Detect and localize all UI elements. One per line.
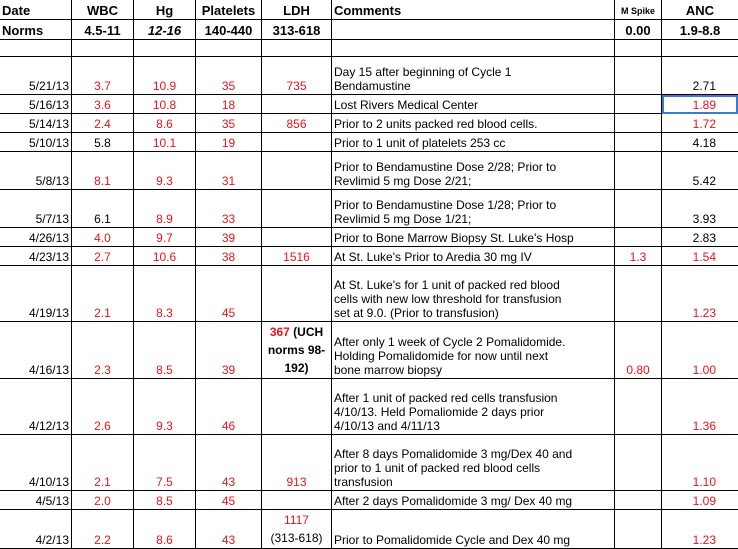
- table-row: [0, 322, 738, 379]
- blank-cell[interactable]: [615, 40, 662, 57]
- mspike-cell[interactable]: [615, 435, 662, 491]
- platelets-cell[interactable]: 35: [196, 114, 262, 133]
- table-row: [0, 114, 738, 133]
- anc-cell[interactable]: 1.10: [662, 435, 738, 491]
- anc-cell[interactable]: 1.23: [662, 510, 738, 549]
- ldh-cell[interactable]: 913: [262, 435, 332, 491]
- ldh-cell[interactable]: [262, 133, 332, 152]
- norms-comments[interactable]: [332, 20, 615, 40]
- date-cell[interactable]: 4/10/13: [0, 435, 72, 491]
- mspike-cell[interactable]: [615, 152, 662, 190]
- comment-line: After only 1 week of Cycle 2 Pomalidomide.: [334, 335, 566, 349]
- comments-cell[interactable]: [332, 152, 615, 190]
- header-row: [0, 0, 738, 20]
- mspike-cell[interactable]: [615, 114, 662, 133]
- platelets-cell[interactable]: 18: [196, 95, 262, 114]
- comment-line: Prior to Bendamustine Dose 1/28; Prior to: [334, 198, 557, 212]
- anc-cell[interactable]: 1.36: [662, 379, 738, 435]
- comments-cell[interactable]: [332, 491, 615, 510]
- mspike-cell[interactable]: [615, 57, 662, 95]
- comments-cell[interactable]: [332, 247, 615, 266]
- platelets-cell[interactable]: 19: [196, 133, 262, 152]
- anc-cell[interactable]: 1.54: [662, 247, 738, 266]
- date-cell[interactable]: 5/16/13: [0, 95, 72, 114]
- ldh-cell[interactable]: 1516: [262, 247, 332, 266]
- comment-line: After 2 days Pomalidomide 3 mg/ Dex 40 mg: [334, 494, 573, 508]
- date-cell[interactable]: 4/26/13: [0, 228, 72, 247]
- header-platelets[interactable]: Platelets: [196, 0, 262, 20]
- wbc-cell[interactable]: 2.2: [72, 510, 134, 549]
- platelets-cell[interactable]: 39: [196, 322, 262, 379]
- norms-row: [0, 20, 738, 40]
- comments-cell[interactable]: [332, 95, 615, 114]
- comments-cell[interactable]: [332, 57, 615, 95]
- blank-cell[interactable]: [72, 40, 134, 57]
- blank-cell[interactable]: [134, 40, 196, 57]
- ldh-cell[interactable]: [262, 190, 332, 228]
- comments-cell[interactable]: [332, 510, 615, 549]
- ldh-line: (313-618): [270, 531, 323, 545]
- header-ldh[interactable]: LDH: [262, 0, 332, 20]
- mspike-cell[interactable]: [615, 95, 662, 114]
- mspike-cell[interactable]: [615, 491, 662, 510]
- anc-cell[interactable]: 5.42: [662, 152, 738, 190]
- ldh-cell[interactable]: [262, 510, 332, 549]
- anc-cell[interactable]: 1.00: [662, 322, 738, 379]
- date-cell[interactable]: 5/21/13: [0, 57, 72, 95]
- comment-text: [334, 278, 561, 320]
- wbc-cell[interactable]: 2.1: [72, 435, 134, 491]
- comment-line: bone marrow biopsy: [334, 363, 443, 377]
- hg-cell[interactable]: 9.7: [134, 228, 196, 247]
- table-row: [0, 133, 738, 152]
- mspike-cell[interactable]: [615, 266, 662, 322]
- wbc-cell[interactable]: 6.1: [72, 190, 134, 228]
- comment-line: Prior to Bendamustine Dose 2/28; Prior to: [334, 160, 557, 174]
- ldh-cell[interactable]: [262, 152, 332, 190]
- date-cell[interactable]: 5/14/13: [0, 114, 72, 133]
- hg-cell[interactable]: 10.6: [134, 247, 196, 266]
- blank-cell[interactable]: [0, 40, 72, 57]
- comment-text: [334, 533, 570, 547]
- header-date[interactable]: Date: [0, 0, 72, 20]
- date-cell[interactable]: 4/2/13: [0, 510, 72, 549]
- hg-cell[interactable]: 8.3: [134, 266, 196, 322]
- date-cell[interactable]: 5/10/13: [0, 133, 72, 152]
- comment-text: [334, 65, 511, 93]
- ldh-cell[interactable]: [262, 228, 332, 247]
- mspike-cell[interactable]: [615, 510, 662, 549]
- comment-text: [334, 98, 478, 112]
- table-row: [0, 57, 738, 95]
- blank-cell[interactable]: [662, 40, 738, 57]
- comments-cell[interactable]: [332, 379, 615, 435]
- table-row: [0, 190, 738, 228]
- platelets-cell[interactable]: 35: [196, 57, 262, 95]
- ldh-cell[interactable]: [262, 95, 332, 114]
- mspike-cell[interactable]: [615, 228, 662, 247]
- hg-cell[interactable]: 9.3: [134, 379, 196, 435]
- hg-cell[interactable]: 8.5: [134, 491, 196, 510]
- table-row: [0, 435, 738, 491]
- norms-platelets[interactable]: 140-440: [196, 20, 262, 40]
- comment-line: Revlimid 5 mg Dose 1/21;: [334, 212, 472, 226]
- norms-wbc[interactable]: 4.5-11: [72, 20, 134, 40]
- comments-cell[interactable]: [332, 435, 615, 491]
- anc-cell[interactable]: 1.72: [662, 114, 738, 133]
- anc-cell[interactable]: 1.23: [662, 266, 738, 322]
- hg-cell[interactable]: 8.6: [134, 114, 196, 133]
- mspike-cell[interactable]: 0.80: [615, 322, 662, 379]
- wbc-cell[interactable]: 2.0: [72, 491, 134, 510]
- platelets-cell[interactable]: 45: [196, 491, 262, 510]
- comment-line: 4/10/13. Held Pomaliomide 2 days prior: [334, 405, 545, 419]
- header-hg[interactable]: Hg: [134, 0, 196, 20]
- table-row: [0, 247, 738, 266]
- comment-line: Prior to Pomalidomide Cycle and Dex 40 mg: [334, 533, 571, 547]
- comment-line: prior to 1 unit of packed red blood cells: [334, 461, 541, 475]
- table-row: [0, 379, 738, 435]
- ldh-text: [270, 511, 322, 547]
- ldh-cell[interactable]: [262, 266, 332, 322]
- comment-line: cells with new low threshold for transfusion: [334, 292, 562, 306]
- comment-line: Revlimid 5 mg Dose 2/21;: [334, 174, 472, 188]
- ldh-line: 1117: [284, 513, 309, 527]
- header-comments[interactable]: Comments: [332, 0, 615, 20]
- anc-cell[interactable]: 2.71: [662, 57, 738, 95]
- wbc-cell[interactable]: 5.8: [72, 133, 134, 152]
- comments-cell[interactable]: [332, 114, 615, 133]
- ldh-text: [268, 323, 325, 377]
- comment-text: [334, 250, 532, 264]
- blank-cell[interactable]: [196, 40, 262, 57]
- anc-cell[interactable]: 4.18: [662, 133, 738, 152]
- norms-label[interactable]: Norms: [0, 20, 72, 40]
- hg-cell[interactable]: 8.6: [134, 510, 196, 549]
- comments-cell[interactable]: [332, 190, 615, 228]
- comments-cell[interactable]: [332, 266, 615, 322]
- comment-line: transfusion: [334, 475, 393, 489]
- table-row: [0, 95, 738, 114]
- header-mspike[interactable]: M Spike: [615, 0, 662, 20]
- date-cell[interactable]: 4/23/13: [0, 247, 72, 266]
- comment-line: Bendamustine: [334, 79, 411, 93]
- wbc-cell[interactable]: 2.1: [72, 266, 134, 322]
- comments-cell[interactable]: [332, 133, 615, 152]
- ldh-line: 367 (UCH: [269, 325, 324, 339]
- norms-mspike[interactable]: 0.00: [615, 20, 662, 40]
- wbc-cell[interactable]: 4.0: [72, 228, 134, 247]
- norms-anc[interactable]: 1.9-8.8: [662, 20, 738, 40]
- ldh-cell[interactable]: 735: [262, 57, 332, 95]
- comment-line: Prior to 1 unit of platelets 253 cc: [334, 136, 506, 150]
- ldh-line: norms 98-: [267, 343, 326, 357]
- comment-line: Holding Pomalidomide for now until next: [334, 349, 549, 363]
- hg-cell[interactable]: 10.9: [134, 57, 196, 95]
- hg-cell[interactable]: 8.5: [134, 322, 196, 379]
- wbc-cell[interactable]: 3.6: [72, 95, 134, 114]
- comment-line: Lost Rivers Medical Center: [334, 98, 479, 112]
- blank-row: [0, 40, 738, 57]
- ldh-line: 192): [284, 361, 309, 375]
- hg-cell[interactable]: 10.8: [134, 95, 196, 114]
- platelets-cell[interactable]: 38: [196, 247, 262, 266]
- date-cell[interactable]: 5/7/13: [0, 190, 72, 228]
- hg-cell[interactable]: 10.1: [134, 133, 196, 152]
- ldh-cell[interactable]: [262, 379, 332, 435]
- wbc-cell[interactable]: 2.7: [72, 247, 134, 266]
- header-anc[interactable]: ANC: [662, 0, 738, 20]
- comments-cell[interactable]: [332, 228, 615, 247]
- platelets-cell[interactable]: 46: [196, 379, 262, 435]
- comment-line: set at 9.0. (Prior to transfusion): [334, 306, 499, 320]
- blank-cell[interactable]: [262, 40, 332, 57]
- comment-text: [334, 335, 565, 377]
- comments-cell[interactable]: [332, 322, 615, 379]
- ldh-cell[interactable]: [262, 491, 332, 510]
- mspike-cell[interactable]: [615, 133, 662, 152]
- comment-line: At St. Luke's Prior to Aredia 30 mg IV: [334, 250, 532, 264]
- hg-cell[interactable]: 9.3: [134, 152, 196, 190]
- wbc-cell[interactable]: 8.1: [72, 152, 134, 190]
- mspike-cell[interactable]: 1.3: [615, 247, 662, 266]
- platelets-cell[interactable]: 43: [196, 435, 262, 491]
- comment-line: After 8 days Pomalidomide 3 mg/Dex 40 and: [334, 447, 573, 461]
- table-row: [0, 266, 738, 322]
- date-cell[interactable]: 4/16/13: [0, 322, 72, 379]
- mspike-cell[interactable]: [615, 190, 662, 228]
- comment-line: Prior to 2 units packed red blood cells.: [334, 117, 538, 131]
- comment-line: 4/10/13 and 4/11/13: [334, 419, 440, 433]
- ldh-cell[interactable]: [262, 322, 332, 379]
- comment-text: [334, 136, 505, 150]
- norms-ldh[interactable]: 313-618: [262, 20, 332, 40]
- comment-line: Day 15 after beginning of Cycle 1: [334, 65, 512, 79]
- wbc-cell[interactable]: 3.7: [72, 57, 134, 95]
- comment-text: [334, 117, 537, 131]
- comment-line: At St. Luke's for 1 unit of packed red blood: [334, 278, 560, 292]
- anc-cell[interactable]: 2.83: [662, 228, 738, 247]
- comment-line: After 1 unit of packed red cells transfusion: [334, 391, 558, 405]
- comment-text: [334, 198, 556, 226]
- header-wbc[interactable]: WBC: [72, 0, 134, 20]
- ldh-cell[interactable]: 856: [262, 114, 332, 133]
- date-cell[interactable]: 4/19/13: [0, 266, 72, 322]
- comment-line: Prior to Bone Marrow Biopsy St. Luke's Hosp: [334, 231, 574, 245]
- mspike-cell[interactable]: [615, 379, 662, 435]
- table-row: [0, 152, 738, 190]
- table-row: [0, 228, 738, 247]
- anc-cell[interactable]: 1.09: [662, 491, 738, 510]
- wbc-cell[interactable]: 2.3: [72, 322, 134, 379]
- platelets-cell[interactable]: 43: [196, 510, 262, 549]
- comment-text: [334, 391, 557, 433]
- hg-cell[interactable]: 7.5: [134, 435, 196, 491]
- comment-text: [334, 494, 572, 508]
- wbc-cell[interactable]: 2.4: [72, 114, 134, 133]
- table-row: [0, 491, 738, 510]
- comment-text: [334, 231, 574, 245]
- platelets-cell[interactable]: 31: [196, 152, 262, 190]
- date-cell[interactable]: 4/5/13: [0, 491, 72, 510]
- platelets-cell[interactable]: 33: [196, 190, 262, 228]
- comment-text: [334, 447, 572, 489]
- anc-cell[interactable]: 3.93: [662, 190, 738, 228]
- wbc-cell[interactable]: 2.6: [72, 379, 134, 435]
- table-row: [0, 510, 738, 549]
- blank-cell[interactable]: [332, 40, 615, 57]
- platelets-cell[interactable]: 39: [196, 228, 262, 247]
- comment-text: [334, 160, 556, 188]
- hg-cell[interactable]: 8.9: [134, 190, 196, 228]
- platelets-cell[interactable]: 45: [196, 266, 262, 322]
- date-cell[interactable]: 4/12/13: [0, 379, 72, 435]
- norms-hg[interactable]: 12-16: [134, 20, 196, 40]
- anc-cell[interactable]: 1.89: [662, 95, 738, 114]
- date-cell[interactable]: 5/8/13: [0, 152, 72, 190]
